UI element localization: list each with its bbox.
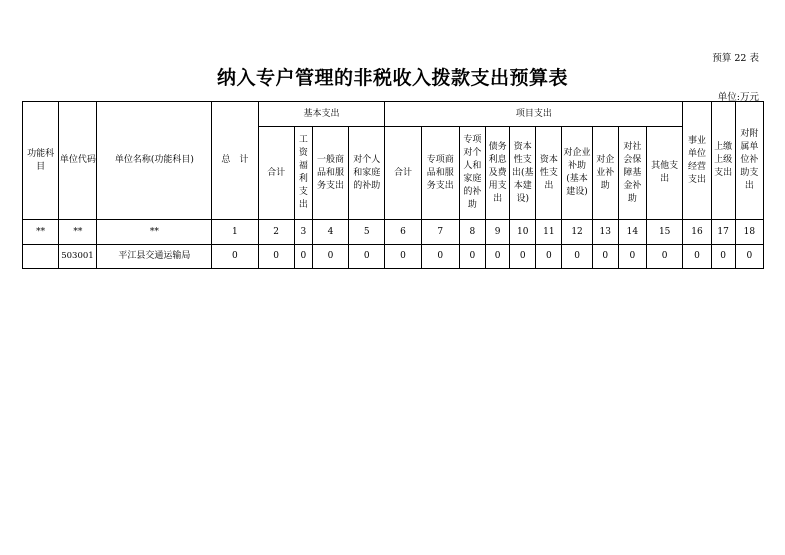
header-proj-goods: 专项商品和服务支出 [421, 127, 459, 220]
page-title: 纳入专户管理的非税收入拨款支出预算表 [216, 67, 568, 89]
index-cell: 2 [258, 220, 294, 245]
header-debt: 债务利息及费用支出 [486, 127, 510, 220]
index-cell: 18 [735, 220, 763, 245]
header-operating: 事业单位经营支出 [683, 102, 711, 220]
header-affiliate: 对附属单位补助支出 [735, 102, 763, 220]
index-cell: 1 [212, 220, 258, 245]
index-cell: 3 [294, 220, 312, 245]
header-upper: 上缴上级支出 [711, 102, 735, 220]
row-value-upper: 0 [711, 245, 735, 269]
row-value-proj-personal: 0 [459, 245, 485, 269]
row-value-capital-build: 0 [510, 245, 536, 269]
header-ent: 对企业补助 [592, 127, 618, 220]
row-value-ent-build: 0 [562, 245, 592, 269]
index-cell: 14 [618, 220, 646, 245]
row-value-other: 0 [646, 245, 682, 269]
header-unit-code: 单位代码 [59, 102, 97, 220]
index-cell: 6 [385, 220, 421, 245]
row-value-personal: 0 [349, 245, 385, 269]
index-cell: 9 [486, 220, 510, 245]
form-number: 预算 22 表 [712, 53, 759, 64]
header-basic-group: 基本支出 [258, 102, 385, 127]
header-wage: 工资福利支出 [294, 127, 312, 220]
header-capital-build: 资本性支出(基本建设) [510, 127, 536, 220]
row-value-operating: 0 [683, 245, 711, 269]
row-value-social: 0 [618, 245, 646, 269]
index-cell: 7 [421, 220, 459, 245]
index-cell: ** [59, 220, 97, 245]
header-project-sum: 合计 [385, 127, 421, 220]
header-personal: 对个人和家庭的补助 [349, 127, 385, 220]
index-cell: 11 [536, 220, 562, 245]
index-cell: 8 [459, 220, 485, 245]
row-value-project-sum: 0 [385, 245, 421, 269]
row-func-subject [23, 245, 59, 269]
header-social: 对社会保障基金补助 [618, 127, 646, 220]
header-ent-build: 对企业补助(基本建设) [562, 127, 592, 220]
header-capital: 资本性支出 [536, 127, 562, 220]
index-cell: 16 [683, 220, 711, 245]
header-proj-personal: 专项对个人和家庭的补助 [459, 127, 485, 220]
row-value-capital: 0 [536, 245, 562, 269]
index-cell: 12 [562, 220, 592, 245]
header-other: 其他支出 [646, 127, 682, 220]
index-cell: 5 [349, 220, 385, 245]
row-value-goods: 0 [312, 245, 348, 269]
header-func-subject: 功能科目 [23, 102, 59, 220]
index-cell: 10 [510, 220, 536, 245]
row-value-affiliate: 0 [735, 245, 763, 269]
row-value-debt: 0 [486, 245, 510, 269]
index-cell: ** [97, 220, 212, 245]
budget-table [22, 101, 764, 269]
row-unit-name: 平江县交通运输局 [97, 245, 212, 269]
header-goods: 一般商品和服务支出 [312, 127, 348, 220]
index-cell: 17 [711, 220, 735, 245]
header-basic-sum: 合计 [258, 127, 294, 220]
index-cell: ** [23, 220, 59, 245]
row-value-proj-goods: 0 [421, 245, 459, 269]
index-row [23, 220, 764, 245]
row-value-ent: 0 [592, 245, 618, 269]
header-unit-name: 单位名称(功能科目) [97, 102, 212, 220]
row-value-wage: 0 [294, 245, 312, 269]
header-project-group: 项目支出 [385, 102, 683, 127]
row-value-total: 0 [212, 245, 258, 269]
index-cell: 4 [312, 220, 348, 245]
header-total: 总 计 [212, 102, 258, 220]
index-cell: 15 [646, 220, 682, 245]
index-cell: 13 [592, 220, 618, 245]
unit-label: 单位:万元 [717, 92, 759, 103]
row-value-basic-sum: 0 [258, 245, 294, 269]
table-row [23, 245, 764, 269]
row-unit-code: 503001 [59, 245, 97, 269]
